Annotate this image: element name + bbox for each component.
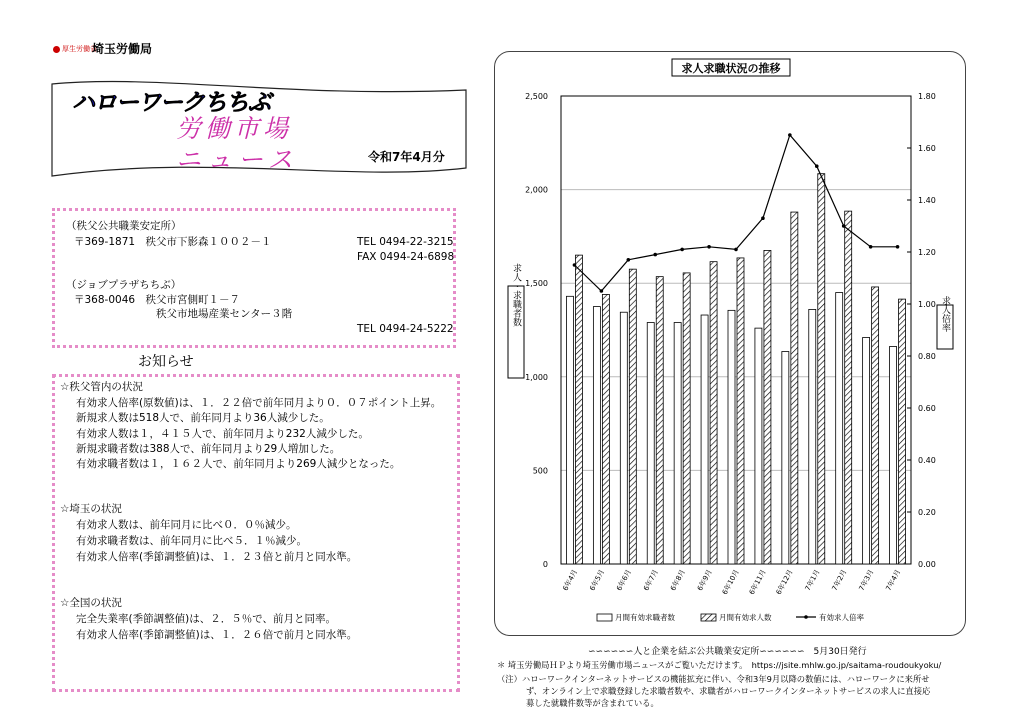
- x-tick-label: 6年4月: [561, 568, 580, 593]
- y2-tick-label: 1.20: [918, 248, 936, 257]
- legend-label-openings: 月間有効求人数: [719, 613, 772, 622]
- title-news: ニュース: [176, 145, 299, 174]
- y2-tick-label: 0.60: [918, 404, 936, 413]
- ministry-logo: [53, 44, 97, 54]
- office1-tel: TEL 0494-22-3215: [357, 236, 454, 248]
- bar-job-seekers: [674, 323, 681, 564]
- x-tick-label: 6年6月: [615, 568, 634, 593]
- legend-swatch-openings: [701, 614, 716, 621]
- ratio-point: [896, 245, 900, 249]
- ratio-point: [627, 258, 631, 262]
- bar-job-openings: [683, 273, 690, 564]
- office2-address: 〒368-0046 秩父市宮側町１－７: [74, 294, 241, 306]
- ministry-logo-text: 厚生労働省: [62, 45, 97, 53]
- ministry-logo-icon: [53, 46, 60, 53]
- notice-saitama-line: 有効求人数は、前年同月に比べ０．０％減少。: [76, 519, 297, 531]
- notice-saitama-line: 有効求人倍率(季節調整値)は、１．２３倍と前月と同水準。: [76, 551, 358, 563]
- notice-chichibu-line: 新規求人数は518人で、前年同月より36人減少した。: [76, 412, 330, 424]
- footer-slogan: ∽∽∽∽∽∽人と企業を結ぶ公共職業安定所∽∽∽∽∽∽ 5月30日発行: [588, 647, 867, 657]
- office2-address2: 秩父市地場産業センター３階: [156, 308, 293, 320]
- x-tick-label: 6年12月: [774, 568, 795, 597]
- y2-tick-label: 1.00: [918, 300, 936, 309]
- footer-note: ず、オンライン上で求職登録した求職者数や、求職者がハローワークインターネットサービスの求人に直接応: [526, 686, 931, 696]
- notice-chichibu-line: 新規求職者数は388人で、前年同月より29人増加した。: [76, 443, 341, 455]
- ratio-point: [600, 289, 604, 293]
- y2-tick-label: 1.40: [918, 196, 936, 205]
- notice-national-line: 有効求人倍率(季節調整値)は、１．２６倍で前月と同水準。: [76, 629, 358, 641]
- notice-chichibu-line: 有効求人数は１，４１５人で、前年同月より232人減少した。: [76, 428, 369, 440]
- x-tick-label: 7年2月: [830, 568, 849, 593]
- notice-national-title: ☆全国の状況: [60, 597, 122, 609]
- x-tick-label: 7年1月: [803, 568, 822, 593]
- ratio-point: [734, 248, 738, 252]
- y2-tick-label: 1.60: [918, 144, 936, 153]
- job-chart: [494, 51, 966, 636]
- bar-job-openings: [629, 269, 636, 564]
- chart-title: 求人求職状況の推移: [681, 62, 781, 75]
- bar-job-seekers: [593, 307, 600, 564]
- footer-note: （注）ハローワークインターネットサービスの機能拡充に伴い、令和3年9月以降の数値には、ハローワークに来所せ: [497, 674, 930, 684]
- bar-job-openings: [737, 258, 744, 564]
- office1-fax: FAX 0494-24-6898: [357, 251, 455, 263]
- x-tick-label: 7年3月: [857, 568, 876, 593]
- ratio-point: [788, 133, 792, 137]
- bar-job-seekers: [890, 346, 897, 564]
- y-tick-label: 500: [532, 466, 548, 476]
- office2-name: （ジョブプラザちちぶ）: [66, 279, 182, 291]
- office1-name: （秩父公共職業安定所）: [66, 220, 182, 232]
- bar-job-openings: [845, 211, 852, 564]
- notice-title: お知らせ: [138, 354, 194, 370]
- bar-job-openings: [899, 299, 906, 564]
- ratio-point: [653, 253, 657, 257]
- y-tick-label: 2,500: [525, 92, 548, 101]
- bar-job-seekers: [836, 293, 843, 564]
- title-labor-market: 労働市場: [176, 114, 293, 143]
- report-month: 令和7年4月分: [368, 150, 445, 164]
- y2-axis-label: 求人倍率: [940, 296, 950, 332]
- x-tick-label: 6年7月: [642, 568, 660, 593]
- bar-job-openings: [791, 212, 798, 564]
- y-tick-label: 0: [542, 560, 548, 569]
- ratio-point: [680, 248, 684, 252]
- y-tick-label: 2,000: [525, 185, 548, 195]
- notice-saitama-line: 有効求職者数は、前年同月に比べ５．１％減少。: [76, 535, 307, 547]
- bar-job-seekers: [647, 323, 654, 564]
- legend-label-seekers: 月間有効求職者数: [615, 613, 675, 622]
- x-tick-label: 6年8月: [669, 568, 687, 593]
- bar-job-openings: [602, 294, 609, 564]
- ratio-point: [815, 164, 819, 168]
- bar-job-seekers: [809, 309, 816, 564]
- ratio-point: [761, 216, 765, 220]
- y-axis-label: 求人・求職者数: [511, 263, 521, 327]
- y-tick-label: 1,500: [525, 279, 548, 289]
- ratio-point: [842, 224, 846, 228]
- notice-national-line: 完全失業率(季節調整値)は、２．５％で、前月と同率。: [76, 613, 336, 625]
- y2-tick-label: 0.80: [918, 352, 936, 361]
- x-tick-label: 6年5月: [588, 568, 607, 593]
- y2-tick-label: 0.20: [918, 508, 936, 517]
- bar-job-seekers: [566, 296, 573, 564]
- bar-job-openings: [764, 250, 771, 564]
- bar-job-seekers: [728, 310, 735, 564]
- title-hellowork: ハローワークちちぶ: [72, 90, 270, 116]
- bar-job-seekers: [701, 315, 708, 564]
- legend-swatch-seekers: [597, 614, 612, 621]
- notice-chichibu-line: 有効求人倍率(原数値)は、１．２２倍で前年同月より０．０７ポイント上昇。: [76, 397, 442, 409]
- ratio-point: [573, 263, 577, 267]
- bar-job-openings: [710, 262, 717, 564]
- footer-note: 募した就職件数等が含まれている。: [526, 698, 659, 708]
- bar-job-openings: [872, 287, 879, 564]
- ratio-point: [707, 245, 711, 249]
- x-tick-label: 7年4月: [884, 568, 903, 593]
- legend-marker-ratio: [804, 615, 808, 619]
- bar-job-seekers: [755, 328, 762, 564]
- bar-job-seekers: [620, 312, 627, 564]
- y2-tick-label: 0.00: [918, 560, 936, 569]
- office2-tel: TEL 0494-24-5222: [357, 323, 454, 335]
- bar-job-seekers: [863, 337, 870, 564]
- ratio-point: [869, 245, 873, 249]
- bar-job-seekers: [782, 352, 789, 564]
- notice-chichibu-line: 有効求職者数は１，１６２人で、前年同月より269人減少となった。: [76, 458, 401, 470]
- plot-frame: [561, 96, 911, 564]
- notice-chichibu-title: ☆秩父管内の状況: [60, 381, 143, 393]
- bar-job-openings: [656, 277, 663, 564]
- x-tick-label: 6年10月: [720, 568, 741, 597]
- footer-note-website: ＊ 埼玉労働局ＨＰより埼玉労働市場ニュースがご覧いただけます。 https://jsite.mhlw.go.jp/saitama-roudoukyoku/: [497, 660, 942, 670]
- x-tick-label: 6年9月: [696, 568, 714, 593]
- y2-tick-label: 0.40: [918, 456, 936, 465]
- bar-job-openings: [818, 174, 825, 564]
- notice-saitama-title: ☆埼玉の状況: [60, 503, 122, 515]
- org-name: 埼玉労働局: [92, 42, 153, 56]
- legend-label-ratio: 有効求人倍率: [819, 613, 864, 622]
- bar-job-openings: [575, 255, 582, 564]
- y2-tick-label: 1.80: [918, 92, 936, 101]
- y-tick-label: 1,000: [525, 372, 548, 382]
- x-tick-label: 6年11月: [747, 568, 768, 597]
- office1-address: 〒369-1871 秩父市下影森１００２－１: [74, 236, 272, 248]
